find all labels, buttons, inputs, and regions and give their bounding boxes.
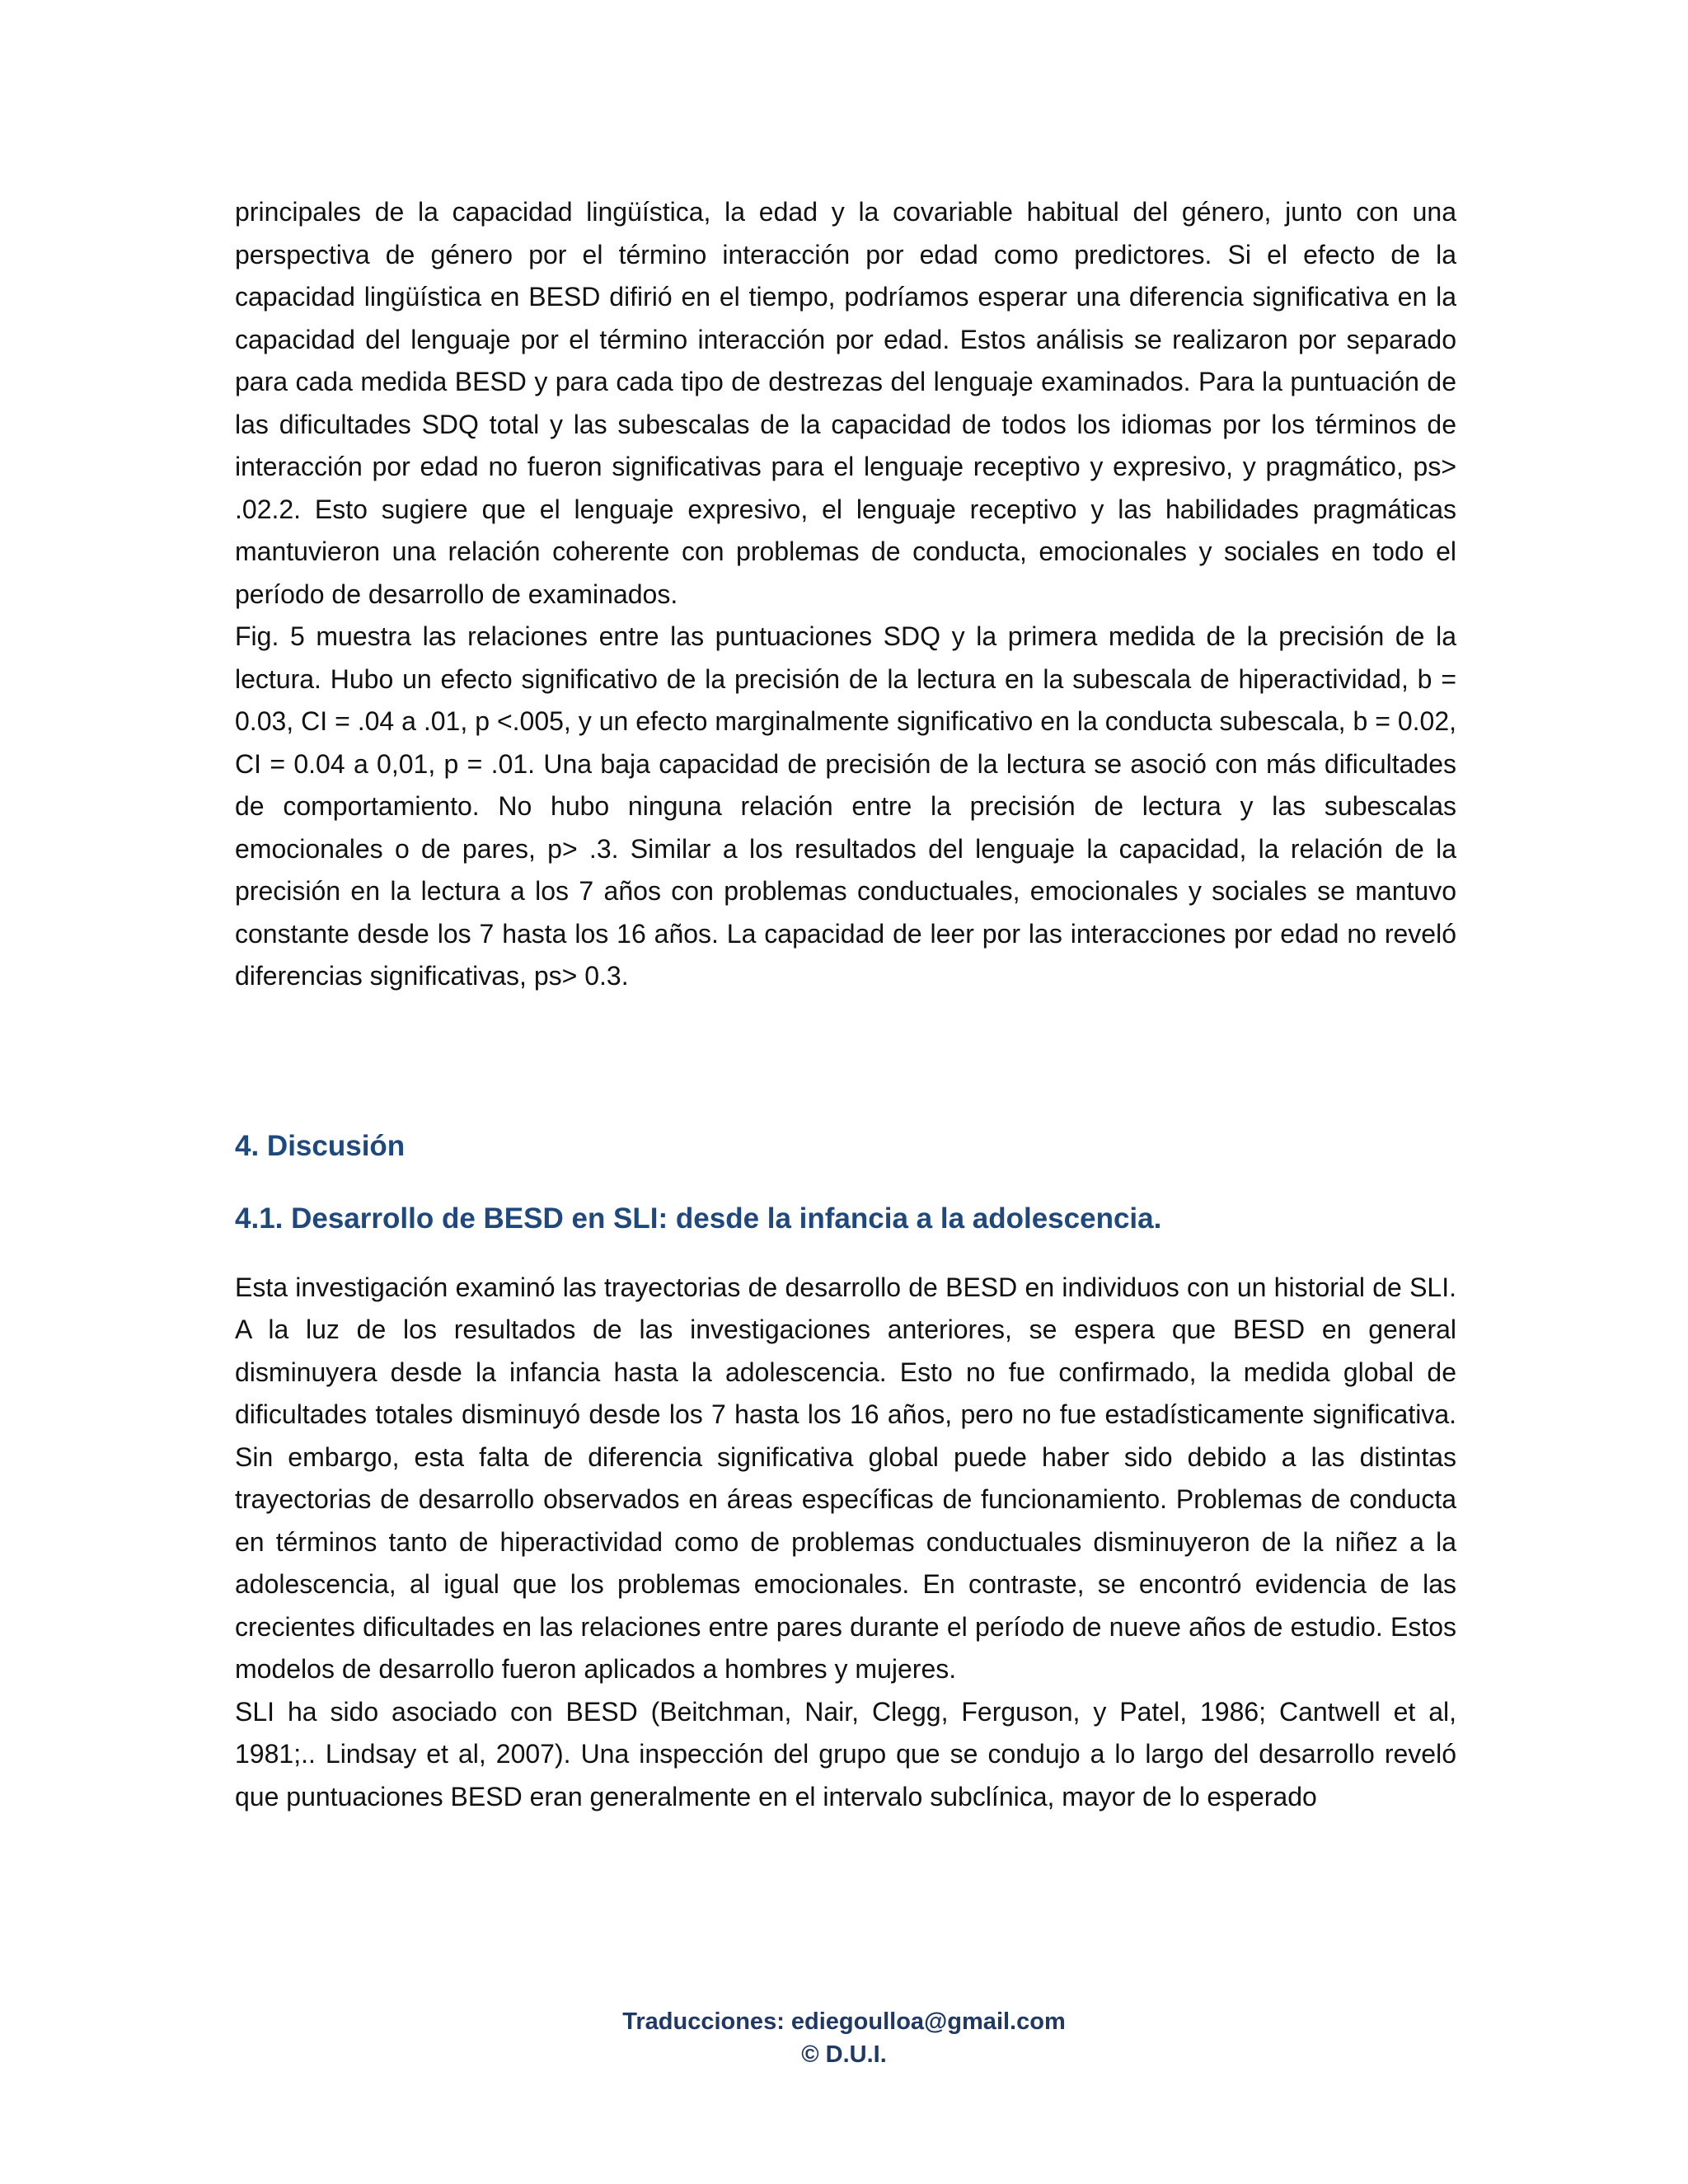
paragraph-discussion-association: SLI ha sido asociado con BESD (Beitchman, Nair, Clegg, Ferguson, y Patel, 1986; Cantwell et al, 1981;.. Lindsay et al, 2007). Una inspección del grupo que se condujo a lo largo del desarrollo reveló que puntuaciones BESD eran generalmente en el intervalo subclínica, mayor de lo esperado [235, 1696, 1456, 1811]
section-heading-discussion: 4. Discusión [235, 1129, 406, 1162]
section-spacer [235, 998, 1456, 1123]
document-page [235, 191, 1456, 1818]
paragraph-results-language: principales de la capacidad lingüística, la edad y la covariable habitual del género, junto con una perspectiva de género por el término interacción por edad como predictores. Si el efecto de la capacidad lingüística en BESD difirió en el tiempo, podríamos esperar una diferencia significativa en la capacidad del lenguaje por el término interacción por edad. Estos análisis se realizaron por separado para cada medida BESD y para cada tipo de destrezas del lenguaje examinados. Para la puntuación de las dificultades SDQ total y las subescalas de la capacidad de todos los idiomas por los términos de interacción por edad no fueron significativas para el lenguaje receptivo y expresivo, y pragmático, ps> .02.2. Esto sugiere que el lenguaje expresivo, el lenguaje receptivo y las habilidades pragmáticas mantuvieron una relación coherente con problemas de conducta, emocionales y sociales en todo el período de desarrollo de examinados. [235, 197, 1456, 609]
footer-copyright: © D.U.I. [801, 2041, 887, 2068]
paragraph-discussion-trajectories: Esta investigación examinó las trayectorias de desarrollo de BESD en individuos con un historial de SLI. A la luz de los resultados de las investigaciones anteriores, se espera que BESD en general disminuyera desde la infancia hasta la adolescencia. Esto no fue confirmado, la medida global de dificultades totales disminuyó desde los 7 hasta los 16 años, pero no fue estadísticamente significativa. Sin embargo, esta falta de diferencia significativa global puede haber sido debido a las distintas trayectorias de desarrollo observados en áreas específicas de funcionamiento. Problemas de conducta en términos tanto de hiperactividad como de problemas conductuales disminuyeron de la niñez a la adolescencia, al igual que los problemas emocionales. En contraste, se encontró evidencia de las crecientes dificultades en las relaciones entre pares durante el período de nueve años de estudio. Estos modelos de desarrollo fueron aplicados a hombres y mujeres. [235, 1272, 1456, 1684]
footer-credit: Traducciones: ediegoulloa@gmail.com [622, 2008, 1066, 2035]
paragraph-results-reading: Fig. 5 muestra las relaciones entre las puntuaciones SDQ y la primera medida de la precisión de la lectura. Hubo un efecto significativo de la precisión de la lectura en la subescala de hiperactividad, b = 0.03, CI = .04 a .01, p <.005, y un efecto marginalmente significativo en la conducta subescala, b = 0.02, CI = 0.04 a 0,01, p = .01. Una baja capacidad de precisión de la lectura se asoció con más dificultades de comportamiento. No hubo ninguna relación entre la precisión de lectura y las subescalas emocionales o de pares, p> .3. Similar a los resultados del lenguaje la capacidad, la relación de la precisión en la lectura a los 7 años con problemas conductuales, emocionales y sociales se mantuvo constante desde los 7 hasta los 16 años. La capacidad de leer por las interacciones por edad no reveló diferencias significativas, ps> 0.3. [235, 621, 1456, 991]
subsection-heading-development: 4.1. Desarrollo de BESD en SLI: desde la infancia a la adolescencia. [235, 1202, 1162, 1235]
page-footer [0, 2005, 1688, 2071]
